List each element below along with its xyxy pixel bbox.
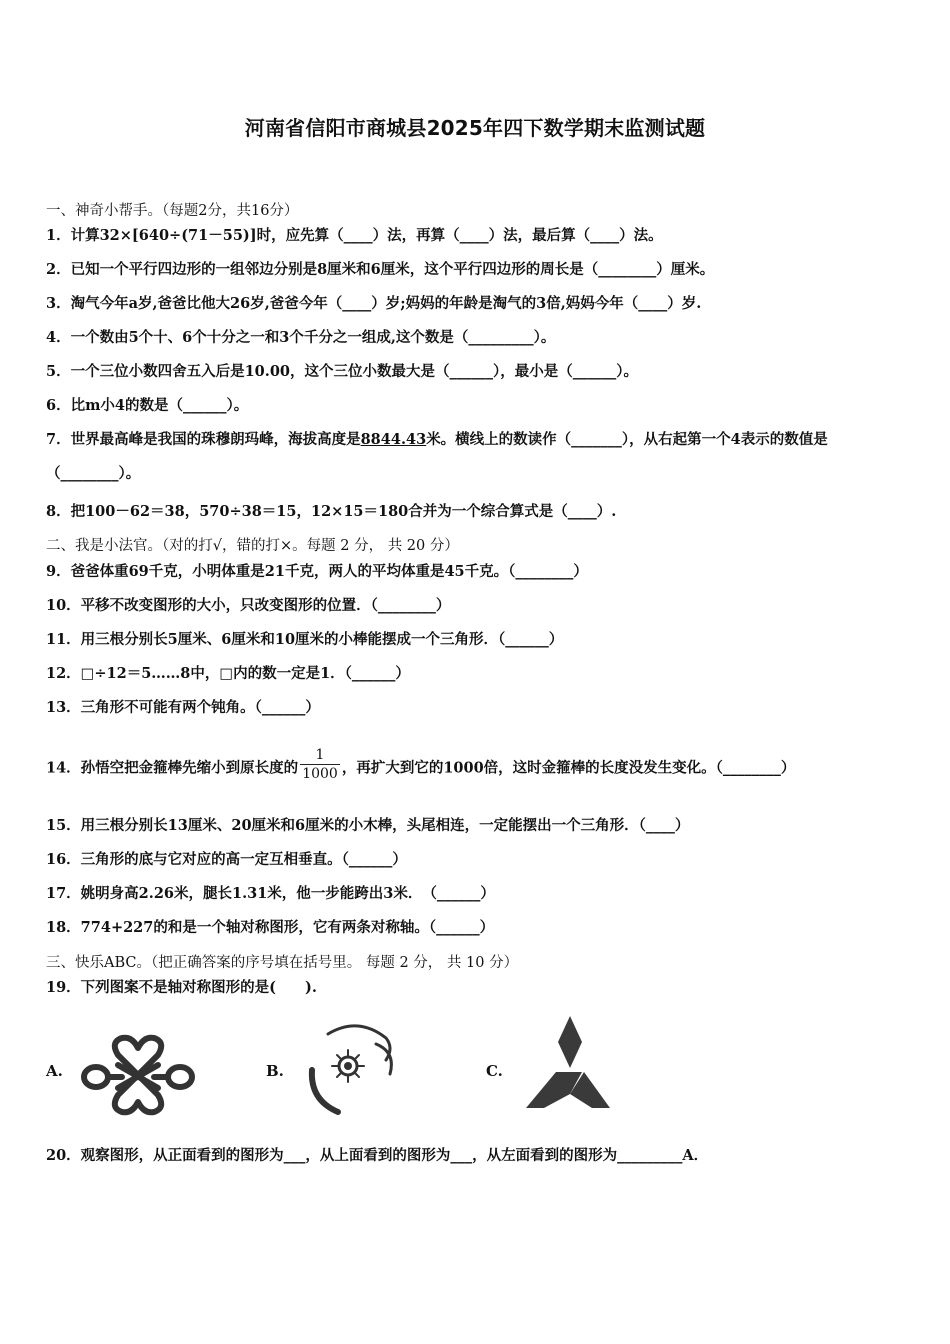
knot-left-loop — [84, 1067, 108, 1087]
question-5: 5．一个三位小数四舍五入后是10.00，这个三位小数最大是（______），最小是（______）。 — [46, 363, 638, 380]
question-7 — [46, 423, 912, 491]
option-c-label: C. — [486, 1062, 503, 1080]
swirl-emblem-figure — [298, 1014, 408, 1124]
knot-right-loop — [168, 1067, 192, 1087]
question-7-text-a: 7．世界最高峰是我国的珠穆朗玛峰，海拔高度是 — [46, 431, 361, 448]
question-14-text-b: ，再扩大到它的1000倍，这时金箍棒的长度没发生变化。（________） — [341, 759, 796, 777]
question-2: 2．已知一个平行四边形的一组邻边分别是8厘米和6厘米，这个平行四边形的周长是（________）厘米。 — [46, 261, 715, 278]
three-diamond-figure — [524, 1014, 616, 1110]
fraction-denominator: 1000 — [302, 766, 338, 782]
question-11: 11．用三根分别长5厘米、6厘米和10厘米的小棒能摆成一个三角形．（______） — [46, 631, 564, 648]
section-2-heading: 二、我是小法官。（对的打√，错的打×。每题 2 分， 共 20 分） — [46, 538, 459, 554]
question-14-text-a: 14．孙悟空把金箍棒先缩小到原长度的 — [46, 759, 299, 777]
question-19: 19．下列图案不是轴对称图形的是( ). — [46, 979, 317, 996]
question-7-number: 8844.43 — [360, 431, 427, 448]
page-title: 河南省信阳市商城县2025年四下数学期末监测试题 — [244, 116, 706, 140]
fraction-numerator: 1 — [315, 747, 325, 763]
section-3-heading: 三、快乐ABC。（把正确答案的序号填在括号里。 每题 2 分， 共 10 分） — [46, 955, 519, 971]
question-17: 17．姚明身高2.26米，腿长1.31米，他一步能跨出3米． （______） — [46, 885, 495, 902]
question-15: 15．用三根分别长13厘米、20厘米和6厘米的小木棒，头尾相连，一定能摆出一个三角形．（____） — [46, 817, 690, 834]
question-4: 4．一个数由5个十、6个十分之一和3个千分之一组成,这个数是（_________）。 — [46, 329, 556, 346]
sun-center — [344, 1062, 352, 1070]
section-1-heading: 一、神奇小帮手。（每题2分，共16分） — [46, 203, 299, 219]
question-16: 16．三角形的底与它对应的高一定互相垂直。（______） — [46, 851, 407, 868]
question-6: 6．比m小4的数是（______）。 — [46, 397, 249, 414]
knot-bottom-heart — [115, 1075, 161, 1112]
question-3: 3．淘气今年a岁,爸爸比他大26岁,爸爸今年（____）岁;妈妈的年龄是淘气的3倍,妈妈今年（____）岁. — [46, 295, 702, 312]
fraction-one-thousandth — [300, 746, 340, 783]
question-20: 20．观察图形，从正面看到的图形为___，从上面看到的图形为___，从左面看到的图形为_________A． — [46, 1147, 709, 1164]
question-1: 1．计算32×[640÷(71－55)]时，应先算（____）法，再算（____）法，最后算（____）法。 — [46, 227, 663, 244]
chinese-knot-figure — [78, 1030, 198, 1120]
question-13: 13．三角形不可能有两个钝角。（______） — [46, 699, 320, 716]
question-18: 18．774+227的和是一个轴对称图形，它有两条对称轴。（______） — [46, 919, 495, 936]
question-8: 8．把100－62＝38，570÷38＝15，12×15＝180合并为一个综合算式是（____）. — [46, 503, 617, 520]
question-7-text-b: 米。横线上的数读作（_______），从右起第一个4表示的数值是（________）。 — [46, 431, 828, 482]
swirl-left-arc — [312, 1070, 338, 1112]
top-diamond — [558, 1016, 582, 1068]
option-b-label: B. — [266, 1062, 284, 1080]
question-12: 12．□÷12＝5……8中，□内的数一定是1．（______） — [46, 665, 410, 682]
question-10: 10．平移不改变图形的大小，只改变图形的位置．（________） — [46, 597, 451, 614]
question-9: 9．爸爸体重69千克，小明体重是21千克，两人的平均体重是45千克。（________） — [46, 563, 588, 580]
option-a-label: A. — [46, 1062, 63, 1080]
question-14 — [46, 747, 920, 787]
